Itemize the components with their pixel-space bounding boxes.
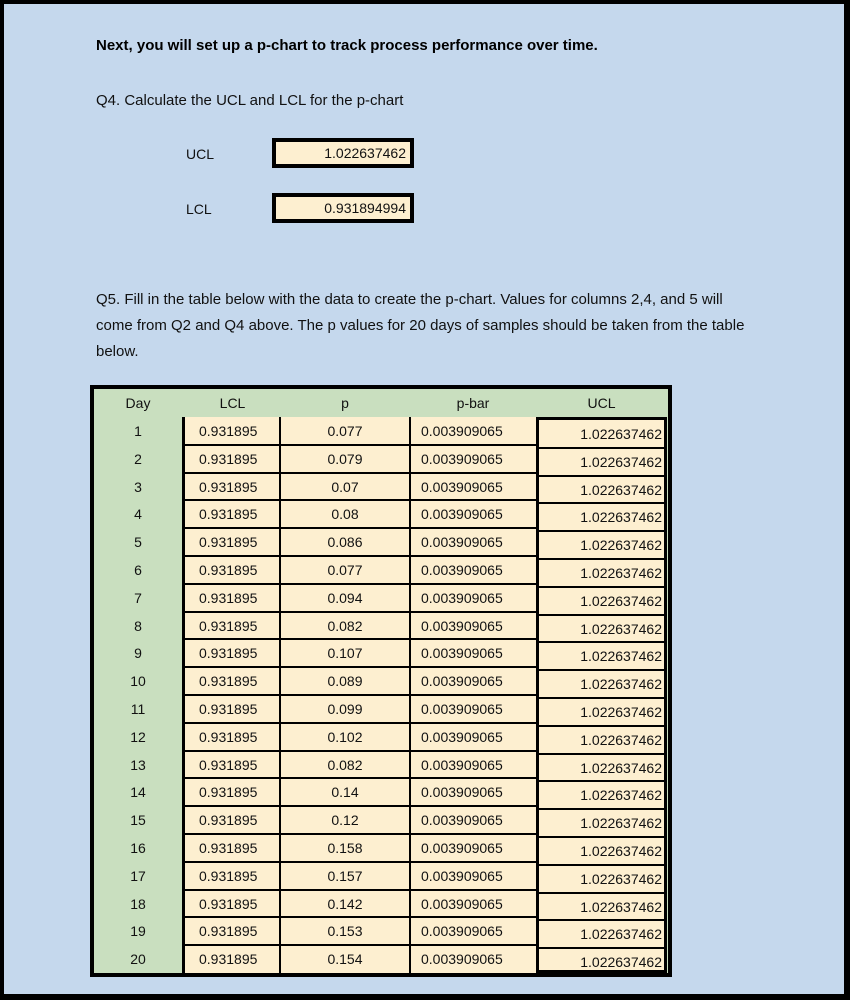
p-bar-cell[interactable]: 0.003909065 — [421, 534, 503, 550]
row-divider — [185, 944, 539, 946]
ucl-cell[interactable]: 1.022637462 — [580, 454, 662, 470]
lcl-cell[interactable]: 0.931895 — [199, 645, 258, 661]
day-cell: 19 — [130, 923, 146, 939]
p-bar-cell[interactable]: 0.003909065 — [421, 729, 503, 745]
p-cell[interactable]: 0.153 — [327, 923, 363, 939]
row-divider — [185, 916, 539, 918]
lcl-cell[interactable]: 0.931895 — [199, 479, 258, 495]
day-cell: 12 — [130, 729, 146, 745]
lcl-cell[interactable]: 0.931895 — [199, 951, 258, 967]
day-cell: 4 — [134, 506, 142, 522]
row-divider — [539, 892, 664, 894]
row-divider — [185, 472, 539, 474]
ucl-cell[interactable]: 1.022637462 — [580, 593, 662, 609]
p-cell[interactable]: 0.158 — [327, 840, 363, 856]
day-cell: 10 — [130, 673, 146, 689]
row-divider — [185, 583, 539, 585]
p-cell[interactable]: 0.12 — [331, 812, 359, 828]
ucl-cell[interactable]: 1.022637462 — [580, 648, 662, 664]
p-cell[interactable]: 0.082 — [327, 618, 363, 634]
p-bar-cell[interactable]: 0.003909065 — [421, 923, 503, 939]
row-divider — [185, 889, 539, 891]
worksheet — [4, 4, 844, 994]
lcl-cell[interactable]: 0.931895 — [199, 423, 258, 439]
row-divider — [185, 805, 539, 807]
header-day: Day — [125, 395, 151, 411]
p-bar-cell[interactable]: 0.003909065 — [421, 506, 503, 522]
day-cell: 13 — [130, 757, 146, 773]
lcl-cell[interactable]: 0.931895 — [199, 812, 258, 828]
ucl-value-cell[interactable]: 1.022637462 — [272, 138, 414, 168]
row-divider — [185, 694, 539, 696]
p-bar-cell[interactable]: 0.003909065 — [421, 673, 503, 689]
day-cell: 5 — [134, 534, 142, 550]
p-bar-cell[interactable]: 0.003909065 — [421, 562, 503, 578]
day-cell: 15 — [130, 812, 146, 828]
lcl-cell[interactable]: 0.931895 — [199, 840, 258, 856]
p-cell[interactable]: 0.08 — [331, 506, 359, 522]
row-divider — [185, 638, 539, 640]
row-divider — [185, 527, 539, 529]
lcl-cell[interactable]: 0.931895 — [199, 562, 258, 578]
p-cell[interactable]: 0.094 — [327, 590, 363, 606]
day-cell: 7 — [134, 590, 142, 606]
p-bar-cell[interactable]: 0.003909065 — [421, 479, 503, 495]
row-divider — [539, 753, 664, 755]
row-divider — [539, 780, 664, 782]
day-cell: 14 — [130, 784, 146, 800]
p-cell[interactable]: 0.102 — [327, 729, 363, 745]
lcl-cell[interactable]: 0.931895 — [199, 451, 258, 467]
lcl-value-cell[interactable]: 0.931894994 — [272, 193, 414, 223]
row-divider — [185, 777, 539, 779]
row-divider — [185, 861, 539, 863]
row-divider — [185, 555, 539, 557]
row-divider — [539, 530, 664, 532]
p-bar-cell[interactable]: 0.003909065 — [421, 868, 503, 884]
p-cell[interactable]: 0.077 — [327, 423, 363, 439]
p-bar-cell[interactable]: 0.003909065 — [421, 423, 503, 439]
lcl-cell[interactable]: 0.931895 — [199, 673, 258, 689]
p-bar-cell[interactable]: 0.003909065 — [421, 784, 503, 800]
row-divider — [185, 750, 539, 752]
lcl-cell[interactable]: 0.931895 — [199, 784, 258, 800]
day-cell: 17 — [130, 868, 146, 884]
section-heading: Next, you will set up a p-chart to track process performance over time. — [96, 37, 598, 54]
ucl-cell[interactable]: 1.022637462 — [580, 537, 662, 553]
p-cell[interactable]: 0.154 — [327, 951, 363, 967]
q5-prompt: Q5. Fill in the table below with the data to create the p-chart. Values for columns 2,4, and 5 will come from Q2 and Q4 above. The p values for 20 days of samples should be taken from the table below. — [96, 291, 745, 360]
p-cell[interactable]: 0.089 — [327, 673, 363, 689]
day-cell: 16 — [130, 840, 146, 856]
ucl-cell[interactable]: 1.022637462 — [580, 732, 662, 748]
row-divider — [539, 725, 664, 727]
lcl-cell[interactable]: 0.931895 — [199, 534, 258, 550]
p-cell[interactable]: 0.082 — [327, 757, 363, 773]
row-divider — [185, 722, 539, 724]
row-divider — [539, 614, 664, 616]
row-divider — [185, 611, 539, 613]
ucl-column-block — [536, 417, 667, 973]
header-lcl: LCL — [219, 395, 246, 411]
lcl-cell[interactable]: 0.931895 — [199, 618, 258, 634]
ucl-cell[interactable]: 1.022637462 — [580, 565, 662, 581]
day-cell: 8 — [134, 618, 142, 634]
p-cell[interactable]: 0.142 — [327, 896, 363, 912]
row-divider — [539, 586, 664, 588]
row-divider — [539, 836, 664, 838]
row-divider — [539, 919, 664, 921]
day-cell: 3 — [134, 479, 142, 495]
day-cell: 1 — [134, 423, 142, 439]
day-cell: 11 — [130, 701, 146, 717]
row-divider — [539, 808, 664, 810]
lcl-cell[interactable]: 0.931895 — [199, 590, 258, 606]
row-divider — [539, 697, 664, 699]
p-bar-cell[interactable]: 0.003909065 — [421, 896, 503, 912]
day-cell: 18 — [130, 896, 146, 912]
row-divider — [539, 864, 664, 866]
p-bar-cell[interactable]: 0.003909065 — [421, 701, 503, 717]
row-divider — [539, 558, 664, 560]
ucl-cell[interactable]: 1.022637462 — [580, 621, 662, 637]
row-divider — [185, 444, 539, 446]
lcl-cell[interactable]: 0.931895 — [199, 506, 258, 522]
p-cell[interactable]: 0.14 — [331, 784, 359, 800]
lcl-cell[interactable]: 0.931895 — [199, 868, 258, 884]
q4-prompt: Q4. Calculate the UCL and LCL for the p-chart — [96, 92, 404, 109]
ucl-cell[interactable]: 1.022637462 — [580, 926, 662, 942]
ucl-cell[interactable]: 1.022637462 — [580, 482, 662, 498]
row-divider — [539, 447, 664, 449]
ucl-label: UCL — [186, 146, 215, 162]
p-cell[interactable]: 0.157 — [327, 868, 363, 884]
lcl-cell[interactable]: 0.931895 — [199, 896, 258, 912]
p-bar-cell[interactable]: 0.003909065 — [421, 757, 503, 773]
ucl-cell[interactable]: 1.022637462 — [580, 871, 662, 887]
lcl-cell[interactable]: 0.931895 — [199, 923, 258, 939]
p-bar-cell[interactable]: 0.003909065 — [421, 451, 503, 467]
header-p-bar: p-bar — [456, 395, 490, 411]
day-cell: 2 — [134, 451, 142, 467]
p-bar-cell[interactable]: 0.003909065 — [421, 951, 503, 967]
p-bar-cell[interactable]: 0.003909065 — [421, 812, 503, 828]
p-cell[interactable]: 0.099 — [327, 701, 363, 717]
row-divider — [539, 669, 664, 671]
row-divider — [539, 947, 664, 949]
p-bar-cell[interactable]: 0.003909065 — [421, 618, 503, 634]
p-bar-cell[interactable]: 0.003909065 — [421, 645, 503, 661]
ucl-cell[interactable]: 1.022637462 — [580, 787, 662, 803]
ucl-cell[interactable]: 1.022637462 — [580, 509, 662, 525]
lcl-label: LCL — [186, 201, 212, 217]
p-cell[interactable]: 0.077 — [327, 562, 363, 578]
ucl-cell[interactable]: 1.022637462 — [580, 954, 662, 970]
ucl-cell[interactable]: 1.022637462 — [580, 426, 662, 442]
header-p: p — [341, 395, 349, 411]
p-cell[interactable]: 0.07 — [331, 479, 359, 495]
ucl-cell[interactable]: 1.022637462 — [580, 899, 662, 915]
row-divider — [185, 833, 539, 835]
data-block — [182, 417, 539, 973]
header-ucl: UCL — [587, 395, 616, 411]
row-divider — [185, 499, 539, 501]
row-divider — [539, 641, 664, 643]
p-bar-cell[interactable]: 0.003909065 — [421, 840, 503, 856]
ucl-cell[interactable]: 1.022637462 — [580, 676, 662, 692]
day-cell: 9 — [134, 645, 142, 661]
row-divider — [539, 475, 664, 477]
lcl-cell[interactable]: 0.931895 — [199, 757, 258, 773]
ucl-cell[interactable]: 1.022637462 — [580, 760, 662, 776]
p-chart-table — [90, 385, 672, 977]
p-cell[interactable]: 0.107 — [327, 645, 363, 661]
ucl-cell[interactable]: 1.022637462 — [580, 843, 662, 859]
lcl-cell[interactable]: 0.931895 — [199, 729, 258, 745]
row-divider — [185, 666, 539, 668]
day-cell: 6 — [134, 562, 142, 578]
day-cell: 20 — [130, 951, 146, 967]
row-divider — [539, 502, 664, 504]
ucl-cell[interactable]: 1.022637462 — [580, 704, 662, 720]
ucl-cell[interactable]: 1.022637462 — [580, 815, 662, 831]
lcl-cell[interactable]: 0.931895 — [199, 701, 258, 717]
p-cell[interactable]: 0.079 — [327, 451, 363, 467]
p-cell[interactable]: 0.086 — [327, 534, 363, 550]
p-bar-cell[interactable]: 0.003909065 — [421, 590, 503, 606]
